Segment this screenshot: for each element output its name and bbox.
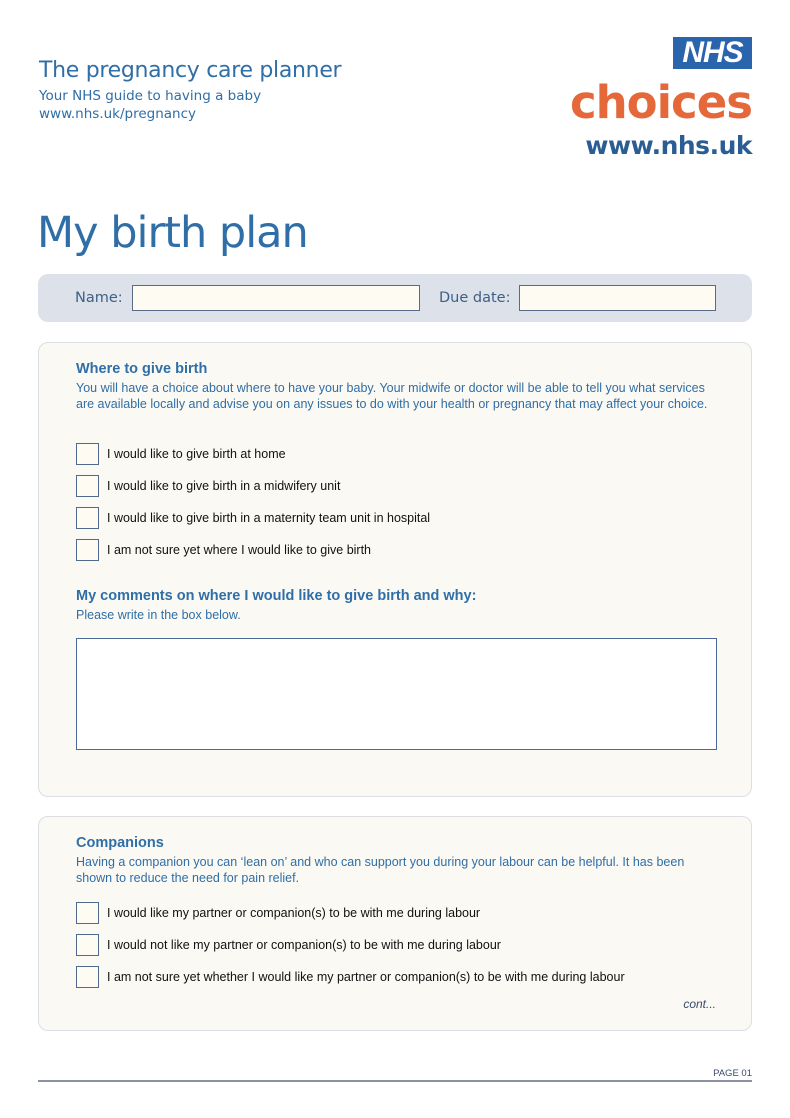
comments-hint: Please write in the box below. [76,608,241,622]
subtitle-text: Your NHS guide to having a baby [39,88,262,104]
where-to-give-birth-panel [38,342,752,797]
nhs-url[interactable]: www.nhs.uk [585,131,752,160]
option-label: I would not like my partner or companion(s) to be with me during labour [107,938,501,952]
planner-subtitle [39,87,261,123]
option-home[interactable] [76,443,286,465]
checkbox[interactable] [76,934,99,956]
checkbox[interactable] [76,443,99,465]
comments-heading: My comments on where I would like to give birth and why: [76,588,477,604]
option-not-sure[interactable] [76,539,371,561]
option-partner-yes[interactable] [76,902,480,924]
companions-panel [38,816,752,1031]
checkbox[interactable] [76,507,99,529]
section-heading: Companions [76,835,164,851]
name-bar [38,274,752,322]
section-heading: Where to give birth [76,361,208,377]
name-label: Name: [75,290,123,306]
checkbox[interactable] [76,902,99,924]
due-date-label: Due date: [439,290,511,306]
choices-logo: choices [569,76,752,129]
page-title: My birth plan [37,208,308,258]
checkbox[interactable] [76,539,99,561]
option-label: I would like to give birth in a midwifery unit [107,479,341,493]
option-label: I am not sure yet whether I would like my partner or companion(s) to be with me during labour [107,970,625,984]
option-hospital[interactable] [76,507,430,529]
planner-url[interactable]: www.nhs.uk/pregnancy [39,106,197,122]
option-partner-no[interactable] [76,934,501,956]
section-intro: Having a companion you can ‘lean on’ and who can support you during your labour can be helpful. It has been shown to reduce the need for pain relief. [76,855,685,885]
planner-title: The pregnancy care planner [39,58,342,83]
option-label: I would like my partner or companion(s) to be with me during labour [107,906,481,920]
checkbox[interactable] [76,475,99,497]
section-intro: You will have a choice about where to have your baby. Your midwife or doctor will be able to tell you what services are available locally and advise you on any issues to do with your health or pregnancy that may affect your choice. [76,381,708,411]
due-date-field[interactable] [519,285,716,311]
page-number: PAGE 01 [713,1068,752,1079]
name-field[interactable] [132,285,420,311]
checkbox[interactable] [76,966,99,988]
option-label: I would like to give birth in a maternity team unit in hospital [107,511,431,525]
continued-note: cont... [683,997,716,1011]
option-label: I would like to give birth at home [107,447,286,461]
option-label: I am not sure yet where I would like to give birth [107,543,372,557]
nhs-logo: NHS [673,37,752,69]
comments-textarea[interactable] [76,638,717,750]
option-partner-not-sure[interactable] [76,966,625,988]
option-midwifery-unit[interactable] [76,475,340,497]
footer-divider [38,1080,752,1082]
